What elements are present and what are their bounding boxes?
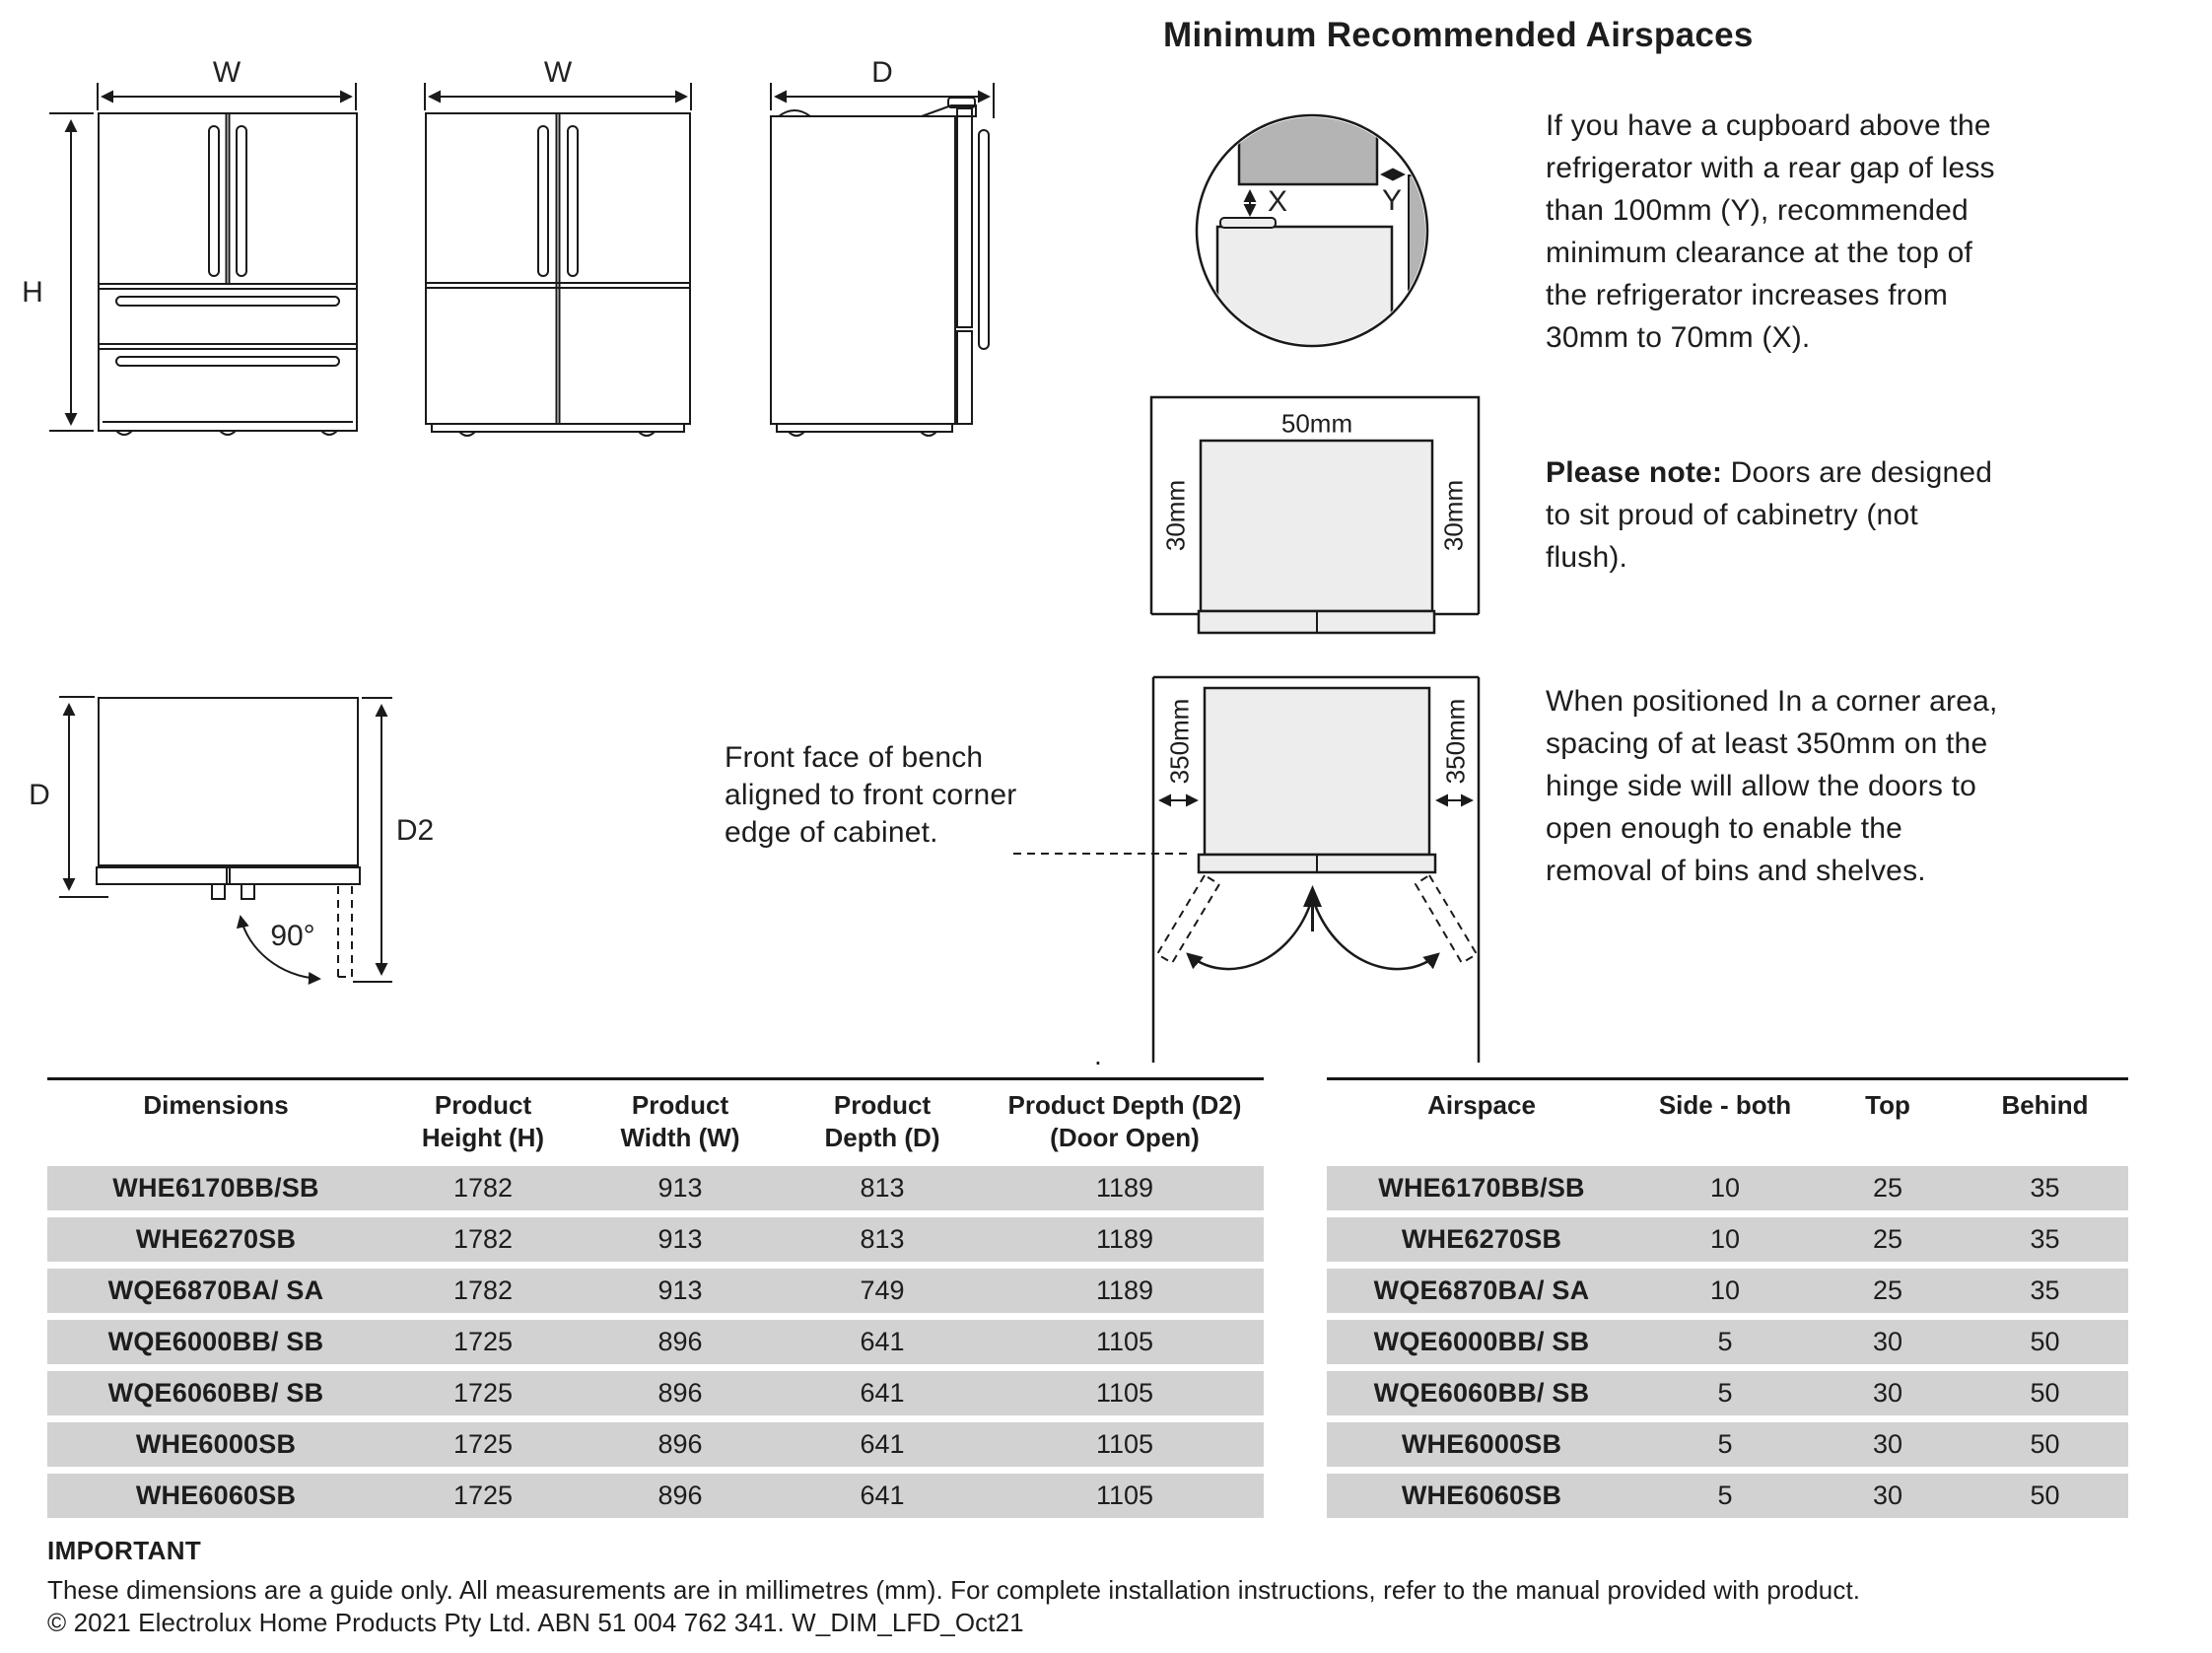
- french-door-fridge-diagram: [49, 83, 357, 435]
- table-row: [1327, 1320, 2128, 1364]
- please-note-label: Please note:: [1546, 456, 1723, 489]
- table-row: [47, 1371, 1264, 1415]
- table-row: [47, 1474, 1264, 1518]
- model-cell: WHE6270SB: [135, 1224, 297, 1254]
- airspace-left-label: 30mm: [1160, 479, 1191, 552]
- footer-copyright: © 2021 Electrolux Home Products Pty Ltd. ABN 51 004 762 341. W_DIM_LFD_Oct21: [47, 1608, 1024, 1637]
- model-cell: WHE6170BB/SB: [112, 1173, 319, 1203]
- column-header: Product Depth (D): [824, 1090, 940, 1152]
- model-cell: WQE6060BB/ SB: [107, 1378, 324, 1408]
- table-row: [47, 1320, 1264, 1364]
- value-cell: 896: [657, 1481, 703, 1510]
- value-cell: 641: [860, 1481, 905, 1510]
- bench-note: Front face of bench aligned to front corner edge of cabinet.: [725, 741, 1017, 849]
- value-cell: 813: [860, 1224, 905, 1254]
- value-cell: 5: [1717, 1327, 1733, 1356]
- plan-view-door-swing-diagram: [59, 697, 392, 982]
- table-row: [47, 1269, 1264, 1313]
- important-label: IMPORTANT: [47, 1536, 202, 1565]
- value-cell: 5: [1717, 1378, 1733, 1408]
- column-header: Product Depth (D2) (Door Open): [1007, 1090, 1242, 1152]
- value-cell: 30: [1872, 1327, 1903, 1356]
- footer-guide-text: These dimensions are a guide only. All measurements are in millimetres (mm). For complete installation instructions, refer to the manual provided with product.: [47, 1575, 1861, 1605]
- value-cell: 1782: [452, 1275, 514, 1305]
- value-cell: 896: [657, 1327, 703, 1356]
- clearance-x-label: X: [1267, 185, 1288, 218]
- front-width-label: W: [212, 56, 242, 89]
- value-cell: 913: [657, 1224, 703, 1254]
- column-header: Side - both: [1658, 1090, 1792, 1120]
- model-cell: WQE6000BB/ SB: [107, 1327, 324, 1356]
- table-row: [1327, 1166, 2128, 1210]
- value-cell: 913: [657, 1173, 703, 1203]
- column-header: Airspace: [1427, 1090, 1536, 1120]
- please-note: [1546, 451, 2001, 579]
- value-cell: 35: [2030, 1173, 2060, 1203]
- value-cell: 896: [657, 1378, 703, 1408]
- airspace-table-header: [1327, 1080, 2128, 1166]
- value-cell: 1105: [1095, 1429, 1154, 1459]
- value-cell: 749: [860, 1275, 905, 1305]
- model-cell: WHE6000SB: [135, 1429, 297, 1459]
- value-cell: 5: [1717, 1429, 1733, 1459]
- stray-dot: .: [1094, 1040, 1102, 1070]
- dimensions-table-body: [47, 1166, 1264, 1518]
- value-cell: 1189: [1095, 1224, 1154, 1254]
- table-row: [1327, 1474, 2128, 1518]
- door-angle-label: 90°: [270, 920, 315, 952]
- cupboard-note: If you have a cupboard above the refrigerator with a rear gap of less than 100mm (Y), recommended minimum clearance at the top of the refrigerator increases from 30mm to 70mm (X).: [1546, 109, 1995, 354]
- please-note-text: Doors are designed to sit proud of cabinetry (not flush).: [1546, 456, 1993, 574]
- value-cell: 35: [2030, 1224, 2060, 1254]
- value-cell: 1189: [1095, 1275, 1154, 1305]
- value-cell: 641: [860, 1327, 905, 1356]
- value-cell: 1782: [452, 1224, 514, 1254]
- value-cell: 1782: [452, 1173, 514, 1203]
- corner-right-label: 350mm: [1440, 698, 1471, 785]
- value-cell: 30: [1872, 1378, 1903, 1408]
- table-row: [1327, 1371, 2128, 1415]
- value-cell: 641: [860, 1378, 905, 1408]
- corner-note: When positioned In a corner area, spacing of at least 350mm on the hinge side will allow the doors to open enough to enable the removal of bins and shelves.: [1546, 685, 1998, 887]
- table-row: [1327, 1269, 2128, 1313]
- value-cell: 1725: [452, 1327, 514, 1356]
- cupboard-clearance-circle-diagram: [1197, 89, 1432, 360]
- value-cell: 1105: [1095, 1327, 1154, 1356]
- column-header: Dimensions: [143, 1090, 289, 1120]
- model-cell: WQE6870BA/ SA: [107, 1275, 324, 1305]
- model-cell: WHE6000SB: [1401, 1429, 1562, 1459]
- corner-left-label: 350mm: [1164, 698, 1195, 785]
- value-cell: 10: [1709, 1173, 1741, 1203]
- page-title: Minimum Recommended Airspaces: [1163, 16, 1754, 54]
- column-header: Behind: [2001, 1090, 2089, 1120]
- value-cell: 1105: [1095, 1481, 1154, 1510]
- value-cell: 50: [2030, 1378, 2060, 1408]
- value-cell: 1189: [1095, 1173, 1154, 1203]
- four-door-fridge-diagram: [425, 83, 691, 436]
- model-cell: WQE6870BA/ SA: [1373, 1275, 1590, 1305]
- quad-width-label: W: [543, 56, 573, 89]
- plan-depth-open-label: D2: [395, 814, 435, 847]
- dimensions-table: [47, 1077, 1264, 1525]
- model-cell: WQE6060BB/ SB: [1373, 1378, 1590, 1408]
- value-cell: 25: [1872, 1224, 1903, 1254]
- model-cell: WHE6060SB: [1401, 1481, 1562, 1510]
- value-cell: 10: [1709, 1275, 1741, 1305]
- airspace-top-label: 50mm: [1280, 408, 1353, 439]
- value-cell: 50: [2030, 1327, 2060, 1356]
- model-cell: WHE6060SB: [135, 1481, 297, 1510]
- column-header: Top: [1865, 1090, 1910, 1120]
- value-cell: 641: [860, 1429, 905, 1459]
- gap-y-label: Y: [1381, 184, 1403, 217]
- value-cell: 5: [1717, 1481, 1733, 1510]
- table-row: [1327, 1422, 2128, 1467]
- corner-placement-diagram: [1013, 677, 1479, 1063]
- airspace-table-body: [1327, 1166, 2128, 1518]
- value-cell: 1725: [452, 1481, 514, 1510]
- value-cell: 896: [657, 1429, 703, 1459]
- model-cell: WHE6170BB/SB: [1378, 1173, 1585, 1203]
- value-cell: 25: [1872, 1173, 1903, 1203]
- side-depth-label: D: [871, 56, 893, 89]
- table-row: [47, 1217, 1264, 1262]
- front-height-label: H: [22, 276, 43, 309]
- airspace-right-label: 30mm: [1438, 479, 1469, 552]
- value-cell: 913: [657, 1275, 703, 1305]
- value-cell: 50: [2030, 1429, 2060, 1459]
- table-row: [47, 1422, 1264, 1467]
- value-cell: 1725: [452, 1429, 514, 1459]
- dimensions-table-header: [47, 1080, 1264, 1166]
- value-cell: 10: [1709, 1224, 1741, 1254]
- value-cell: 813: [860, 1173, 905, 1203]
- value-cell: 25: [1872, 1275, 1903, 1305]
- column-header: Product Width (W): [620, 1090, 740, 1152]
- value-cell: 30: [1872, 1429, 1903, 1459]
- side-view-fridge-diagram: [771, 83, 994, 436]
- value-cell: 50: [2030, 1481, 2060, 1510]
- plan-depth-label: D: [29, 779, 50, 811]
- model-cell: WHE6270SB: [1401, 1224, 1562, 1254]
- table-row: [47, 1166, 1264, 1210]
- table-row: [1327, 1217, 2128, 1262]
- column-header: Product Height (H): [421, 1090, 545, 1152]
- value-cell: 1725: [452, 1378, 514, 1408]
- airspace-table: [1327, 1077, 2128, 1525]
- value-cell: 35: [2030, 1275, 2060, 1305]
- value-cell: 30: [1872, 1481, 1903, 1510]
- model-cell: WQE6000BB/ SB: [1373, 1327, 1590, 1356]
- value-cell: 1105: [1095, 1378, 1154, 1408]
